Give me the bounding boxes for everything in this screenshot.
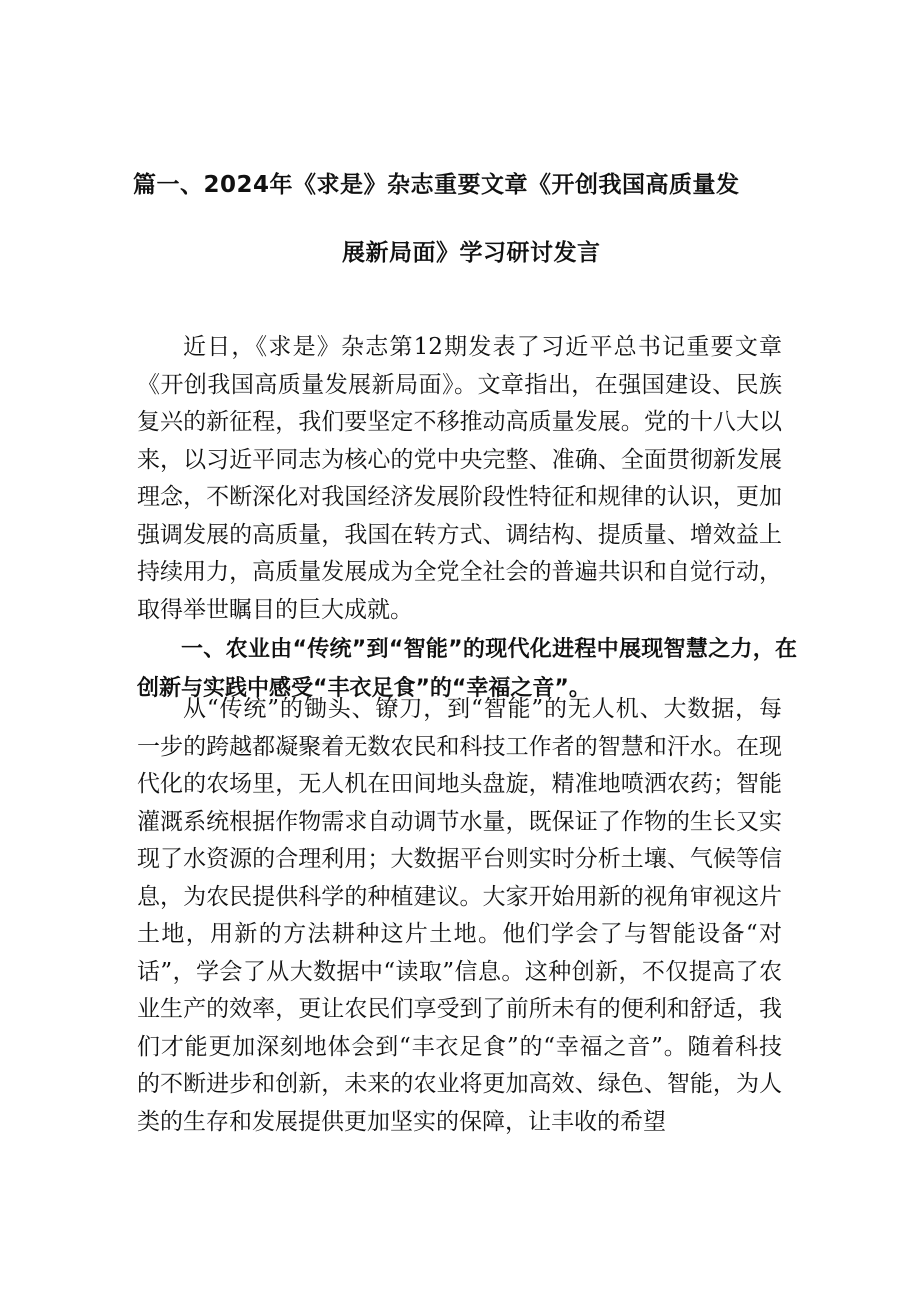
section-1-paragraph: 从“传统”的锄头、镣刀，到“智能”的无人机、大数据，每一步的跨越都凝聚着无数农民和科技工作者的智慧和汗水。在现代化的农场里，无人机在田间地头盘旋，精准地喷洒农药；智能灌溉系统根据作物需求自动调节水量，既保证了作物的生长又实现了水资源的合理利用；大数据平台则实时分析土壤、气候等信息，为农民提供科学的种植建议。大家开始用新的视角审视这片土地，用新的方法耕种这片土地。他们学会了与智能设备“对话”，学会了从大数据中“读取”信息。这种创新，不仅提高了农业生产的效率，更让农民们享受到了前所未有的便利和舒适，我们才能更加深刻地体会到“丰衣足食”的“幸福之音”。随着科技的不断进步和创新，未来的农业将更加高效、绿色、智能，为人类的生存和发展提供更加坚实的保障，让丰收的希望 xyxy=(137,696,782,1135)
intro-paragraph: 近日，《求是》杂志第12期发表了习近平总书记重要文章《开创我国高质量发展新局面》。文章指出，在强国建设、民族复兴的新征程，我们要坚定不移推动高质量发展。党的十八大以来，以习近平同志为核心的党中央完整、准确、全面贯彻新发展理念，不断深化对我国经济发展阶段性特征和规律的认识，更加强调发展的高质量，我国在转方式、调结构、提质量、增效益上持续用力，高质量发展成为全党全社会的普遍共识和自觉行动，取得举世瞩目的巨大成就。 xyxy=(137,334,782,623)
document-title-line-1: 篇一、2024年《求是》杂志重要文章《开创我国高质量发 xyxy=(133,172,740,198)
section-heading-1: 一、农业由“传统”到“智能”的现代化进程中展现智慧之力，在创新与实践中感受“丰衣足食”的“幸福之音”。 xyxy=(137,637,797,701)
document-title-line-2: 展新局面》学习研讨发言 xyxy=(342,240,601,266)
